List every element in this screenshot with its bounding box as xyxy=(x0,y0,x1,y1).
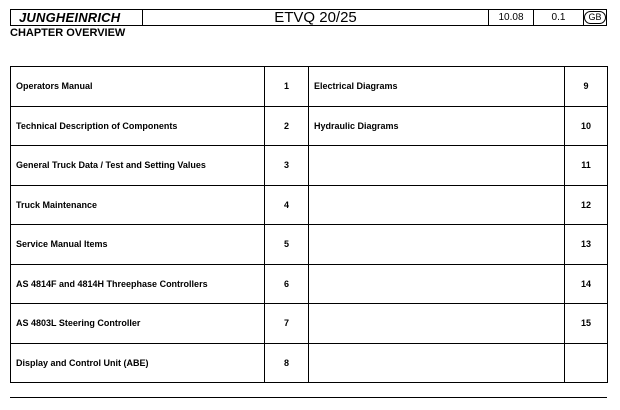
chapter-number-right: 11 xyxy=(565,146,608,186)
chapter-row xyxy=(11,225,608,265)
chapter-title-left[interactable]: Technical Description of Components xyxy=(11,106,265,146)
chapter-title-left[interactable]: Display and Control Unit (ABE) xyxy=(11,343,265,383)
brand-logo xyxy=(11,10,143,25)
chapter-overview-table xyxy=(10,66,608,383)
chapter-number-right: 9 xyxy=(565,67,608,107)
chapter-number-left: 5 xyxy=(265,225,309,265)
chapter-title-right[interactable] xyxy=(309,304,565,344)
footer-divider xyxy=(10,397,607,398)
chapter-number-right xyxy=(565,343,608,383)
chapter-row xyxy=(11,304,608,344)
chapter-title-left[interactable]: Truck Maintenance xyxy=(11,185,265,225)
chapter-title-right[interactable] xyxy=(309,225,565,265)
chapter-row xyxy=(11,264,608,304)
chapter-number-left: 2 xyxy=(265,106,309,146)
chapter-title-right[interactable] xyxy=(309,146,565,186)
chapter-number-right: 12 xyxy=(565,185,608,225)
chapter-row xyxy=(11,185,608,225)
chapter-title-right[interactable]: Electrical Diagrams xyxy=(309,67,565,107)
version-number: 0.1 xyxy=(534,10,584,25)
chapter-row xyxy=(11,106,608,146)
model-title: ETVQ 20/25 xyxy=(143,10,489,25)
page-title: CHAPTER OVERVIEW xyxy=(10,27,126,39)
chapter-number-right: 13 xyxy=(565,225,608,265)
chapter-row xyxy=(11,67,608,107)
chapter-number-right: 10 xyxy=(565,106,608,146)
edition-date: 10.08 xyxy=(489,10,534,25)
chapter-number-right: 14 xyxy=(565,264,608,304)
chapter-title-left[interactable]: AS 4803L Steering Controller xyxy=(11,304,265,344)
chapter-title-left[interactable]: AS 4814F and 4814H Threephase Controllers xyxy=(11,264,265,304)
language-cell xyxy=(584,10,606,25)
chapter-number-right: 15 xyxy=(565,304,608,344)
chapter-title-right[interactable] xyxy=(309,264,565,304)
chapter-number-left: 3 xyxy=(265,146,309,186)
chapter-title-right[interactable] xyxy=(309,185,565,225)
chapter-number-left: 1 xyxy=(265,67,309,107)
chapter-number-left: 8 xyxy=(265,343,309,383)
chapter-number-left: 4 xyxy=(265,185,309,225)
document-header xyxy=(10,9,607,26)
chapter-title-left[interactable]: Service Manual Items xyxy=(11,225,265,265)
chapter-title-right[interactable] xyxy=(309,343,565,383)
chapter-number-left: 6 xyxy=(265,264,309,304)
brand-name: JUNGHEINRICH xyxy=(19,10,121,25)
chapter-row xyxy=(11,343,608,383)
language-badge: GB xyxy=(584,11,605,24)
chapter-title-left[interactable]: General Truck Data / Test and Setting Values xyxy=(11,146,265,186)
chapter-title-left[interactable]: Operators Manual xyxy=(11,67,265,107)
chapter-number-left: 7 xyxy=(265,304,309,344)
chapter-title-right[interactable]: Hydraulic Diagrams xyxy=(309,106,565,146)
chapter-row xyxy=(11,146,608,186)
